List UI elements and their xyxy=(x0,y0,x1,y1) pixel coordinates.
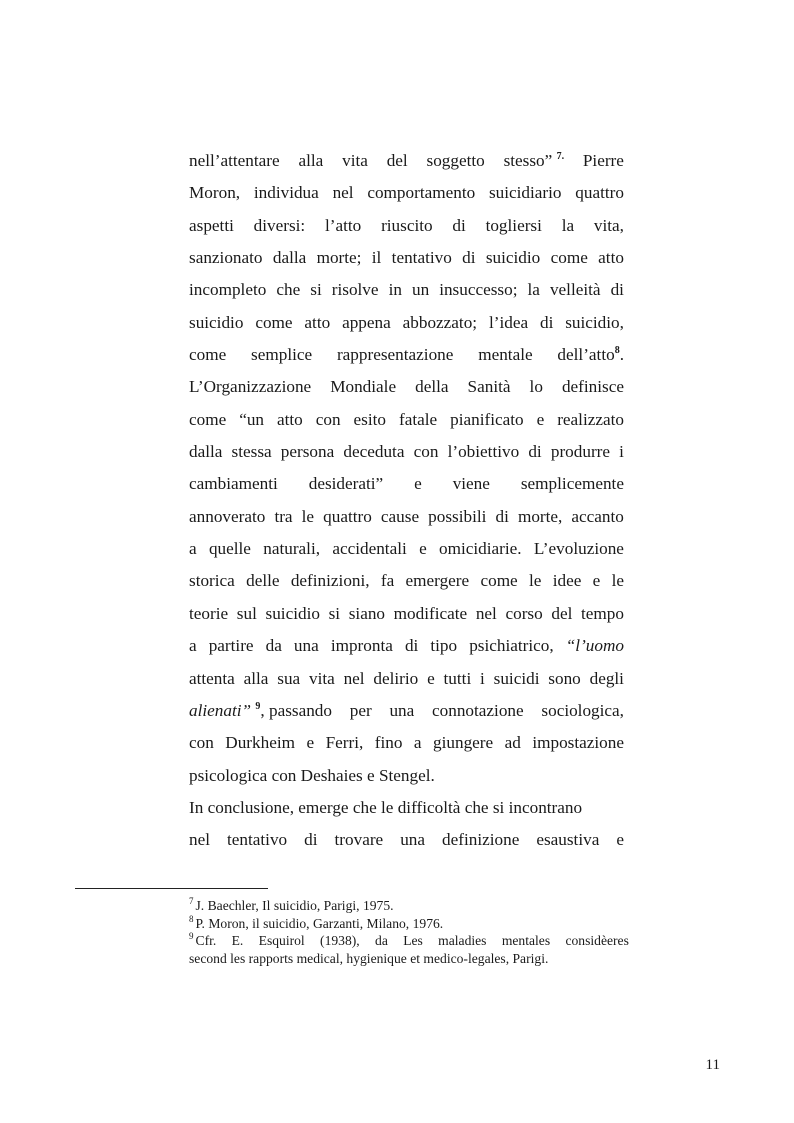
text-line: teorie sul suicidio si siano modificate nel corso del tempo xyxy=(189,603,624,623)
text-line: aspetti diversi: l’atto riuscito di togliersi la vita, xyxy=(189,215,624,235)
body-text xyxy=(189,145,624,857)
text-line: nell’attentare alla vita del soggetto stesso” $^{7.}$ Pierre xyxy=(189,151,624,170)
footnote: $^7$ J. Baechler, Il suicidio, Parigi, 1975. xyxy=(189,896,394,913)
text-line: sanzionato dalla morte; il tentativo di suicidio come atto xyxy=(189,248,624,268)
text-line: a partire da una impronta di tipo psichiatrico, “l’uomo xyxy=(189,636,624,656)
footnote-continuation: second les rapports medical, hygienique et medico-legales, Parigi. xyxy=(189,950,549,966)
footnote-ref-7: 7. xyxy=(556,151,565,162)
text-line: alienati” $^9$, passando per una connotazione sociologica, xyxy=(189,700,624,720)
text-line: a quelle naturali, accidentali e omicidiarie. L’evoluzione xyxy=(189,539,624,559)
text-line: psicologica con Deshaies e Stengel. xyxy=(189,765,435,785)
text-line: suicidio come atto appena abbozzato; l’idea di suicidio, xyxy=(189,312,624,332)
text-line: come semplice rappresentazione mentale dell’atto$^8$. xyxy=(189,345,624,365)
page-number: 11 xyxy=(705,1057,720,1073)
footnotes xyxy=(189,897,629,967)
text-line: cambiamenti desiderati” e viene semplicemente xyxy=(189,474,624,494)
footnote-ref-8: 8 xyxy=(614,345,620,357)
text-line: con Durkheim e Ferri, fino a giungere ad impostazione xyxy=(189,733,624,753)
text-line: L’Organizzazione Mondiale della Sanità lo definisce xyxy=(189,377,624,397)
text-line: Moron, individua nel comportamento suicidiario quattro xyxy=(189,183,624,203)
text-line: nel tentativo di trovare una definizione esaustiva e xyxy=(189,830,624,850)
footnote: $^9$ Cfr. E. Esquirol (1938), da Les maladies mentales considèeres xyxy=(189,931,629,949)
text-line: storica delle definizioni, fa emergere come le idee e le xyxy=(189,571,624,591)
text-line: attenta alla sua vita nel delirio e tutti i suicidi sono degli xyxy=(189,668,624,688)
text-line: In conclusione, emerge che le difficoltà che si incontrano xyxy=(189,797,583,817)
footnote-separator xyxy=(75,888,268,889)
text-line: annoverato tra le quattro cause possibili di morte, accanto xyxy=(189,506,624,526)
text-line: come “un atto con esito fatale pianificato e realizzato xyxy=(189,409,624,429)
text-line: incompleto che si risolve in un insuccesso; la velleità di xyxy=(189,280,624,300)
footnote-ref-9: 9 xyxy=(255,700,261,712)
text-line: dalla stessa persona deceduta con l’obiettivo di produrre i xyxy=(189,442,624,462)
footnote: $^8$ P. Moron, il suicidio, Garzanti, Milano, 1976. xyxy=(189,913,444,931)
